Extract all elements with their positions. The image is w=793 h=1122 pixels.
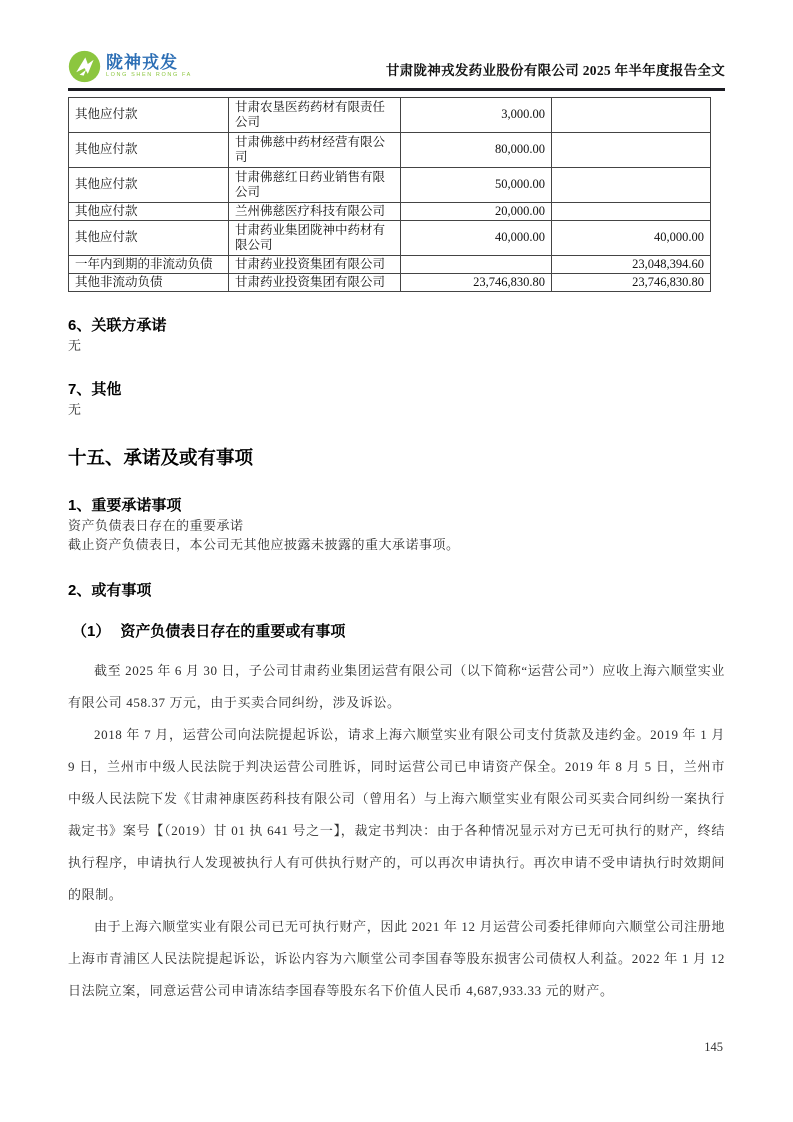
party-cell: 甘肃药业投资集团有限公司 [229,255,401,273]
party-cell: 甘肃药业集团陇神中药材有限公司 [229,220,401,255]
subsection-number: （1） [72,622,111,640]
table-row [69,202,711,220]
subsection-title: 资产负债表日存在的重要或有事项 [120,622,346,640]
table-row [69,167,711,202]
section-7-heading: 7、其他 [68,380,122,398]
party-cell: 甘肃农垦医药药材有限责任公司 [229,97,401,132]
contingency-paragraph-1: 截至 2025 年 6 月 30 日，子公司甘肃药业集团运营有限公司（以下简称“运营公司”）应收上海六顺堂实业有限公司 458.37 万元，由于买卖合同纠纷，涉及诉讼。 [68,662,725,710]
table-row [69,97,711,132]
important-commitments-line: 资产负债表日存在的重要承诺 [68,517,244,533]
table-row [69,255,711,273]
no-undisclosed-commitments-line: 截止资产负债表日，本公司无其他应披露未披露的重大承诺事项。 [68,536,460,552]
amount-cell [401,255,552,273]
related-party-payables-table [68,97,711,292]
amount-cell: 23,048,394.60 [552,255,711,273]
amount-cell: 3,000.00 [401,97,552,132]
document-title: 甘肃陇神戎发药业股份有限公司 2025 年半年度报告全文 [385,63,725,78]
section-15-2-1-heading [72,620,725,641]
item-cell: 其他应付款 [69,132,229,167]
brand-logo [68,50,192,83]
item-cell: 其他应付款 [69,167,229,202]
item-cell: 其他应付款 [69,97,229,132]
page-header [68,45,725,83]
section-15-2-heading: 2、或有事项 [68,581,152,599]
amount-cell [552,167,711,202]
brand-name-en: LONG SHEN RONG FA [106,72,192,79]
section-15-heading: 十五、承诺及或有事项 [68,446,254,468]
amount-cell: 40,000.00 [552,220,711,255]
amount-cell: 80,000.00 [401,132,552,167]
bird-logo-icon [68,50,101,83]
party-cell: 甘肃药业投资集团有限公司 [229,273,401,291]
page-number: 145 [704,1040,723,1054]
amount-cell: 20,000.00 [401,202,552,220]
section-6-heading: 6、关联方承诺 [68,316,167,334]
brand-text [106,54,192,79]
party-cell: 兰州佛慈医疗科技有限公司 [229,202,401,220]
amount-cell: 40,000.00 [401,220,552,255]
party-cell: 甘肃佛慈红日药业销售有限公司 [229,167,401,202]
amount-cell [552,132,711,167]
table-row [69,132,711,167]
brand-name-cn: 陇神戎发 [106,53,178,73]
amount-cell: 23,746,830.80 [552,273,711,291]
item-cell: 其他应付款 [69,202,229,220]
contingency-paragraph-2: 2018 年 7 月，运营公司向法院提起诉讼，请求上海六顺堂实业有限公司支付货款及违约金。2019 年 1 月 9 日，兰州市中级人民法院于判决运营公司胜诉，同时运营公司已申请资产保全。2019 年 8 月 5 日，兰州市中级人民法院下发《甘肃神康医药科技有限公司（曾用名）与上海六顺堂实业有限公司买卖合同纠纷一案执行裁定书》案号【（2019）甘 01 执 641 号之一】，裁定书判决：由于各种情况显示对方已无可执行的财产，终结执行程序，申请执行人发现被执行人有可供执行财产的，可以再次申请执行。再次申请不受申请执行时效期间的限制。 [68,726,725,902]
amount-cell [552,97,711,132]
header-divider [68,88,725,91]
section-7-body: 无 [68,401,82,417]
amount-cell: 23,746,830.80 [401,273,552,291]
contingency-paragraph-3: 由于上海六顺堂实业有限公司已无可执行财产，因此 2021 年 12 月运营公司委托律师向六顺堂公司注册地上海市青浦区人民法院提起诉讼，诉讼内容为六顺堂公司李国春等股东损害公司债权人利益。2022 年 1 月 12 日法院立案，同意运营公司申请冻结李国春等股东名下价值人民币 4,687,933.33 元的财产。 [68,918,725,998]
amount-cell [552,202,711,220]
item-cell: 一年内到期的非流动负债 [69,255,229,273]
table-row [69,273,711,291]
item-cell: 其他应付款 [69,220,229,255]
table-row [69,220,711,255]
section-15-1-heading: 1、重要承诺事项 [68,496,182,514]
amount-cell: 50,000.00 [401,167,552,202]
item-cell: 其他非流动负债 [69,273,229,291]
section-6-body: 无 [68,337,82,353]
party-cell: 甘肃佛慈中药材经营有限公司 [229,132,401,167]
